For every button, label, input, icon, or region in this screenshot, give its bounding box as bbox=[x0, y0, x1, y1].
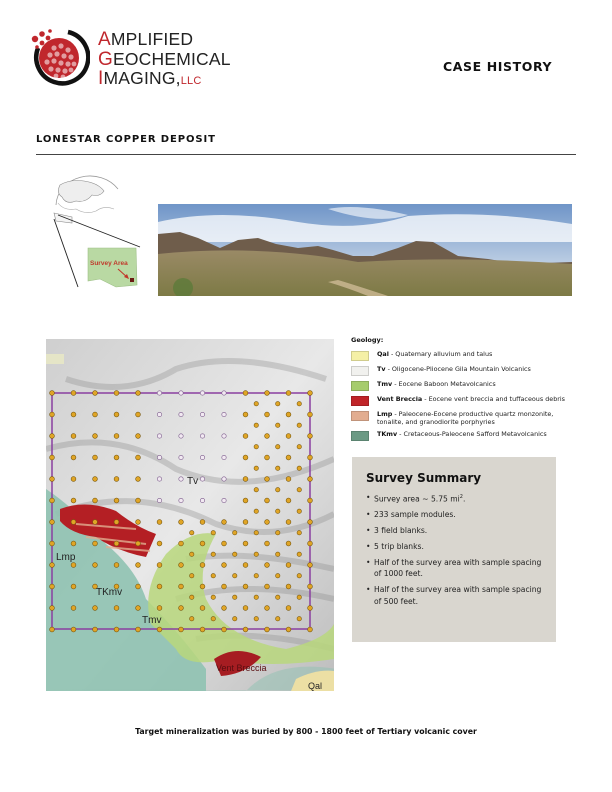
summary-list bbox=[366, 492, 551, 611]
legend-code: Qal bbox=[377, 350, 389, 358]
summary-text: Survey area ~ 5.75 mi bbox=[374, 494, 460, 504]
legend-desc: - Oligocene-Pliocene Gila Mountain Volcanics bbox=[385, 365, 531, 373]
panorama-photo bbox=[158, 204, 572, 296]
locator-map bbox=[38, 175, 158, 295]
superscript: 2 bbox=[459, 494, 463, 500]
globe-logo-icon bbox=[28, 26, 90, 88]
company-name bbox=[98, 30, 231, 91]
summary-item: • 3 field blanks. bbox=[366, 525, 551, 536]
legend-item-tkmv bbox=[351, 430, 581, 441]
legend-item-vent-breccia bbox=[351, 395, 581, 406]
swatch-tmv bbox=[351, 381, 369, 391]
swatch-qal bbox=[351, 351, 369, 361]
legend-item-lmp bbox=[351, 410, 581, 426]
geology-survey-map bbox=[46, 339, 334, 691]
title-divider bbox=[36, 154, 576, 155]
geology-legend bbox=[351, 336, 581, 445]
summary-item: • 233 sample modules. bbox=[366, 509, 551, 520]
globe-icon bbox=[54, 176, 118, 223]
logo-llc: LLC bbox=[180, 75, 202, 87]
legend-code: TKmv bbox=[377, 430, 398, 439]
survey-summary-box bbox=[352, 457, 556, 642]
caption: Target mineralization was buried by 800 - 1800 feet of Tertiary volcanic cover bbox=[135, 727, 477, 736]
map-label-tkmv: TKmv bbox=[96, 587, 123, 598]
logo-initial-a: A bbox=[98, 29, 111, 50]
summary-item bbox=[366, 492, 551, 505]
swatch-tkmv bbox=[351, 431, 369, 441]
company-logo bbox=[28, 24, 231, 90]
summary-item: • Half of the survey area with sample spacing of 500 feet. bbox=[366, 584, 551, 607]
legend-title: Geology: bbox=[351, 336, 384, 344]
legend-desc: - Eocene Baboon Metavolcanics bbox=[392, 380, 496, 388]
summary-title: Survey Summary bbox=[366, 471, 482, 485]
logo-word-geochemical: EOCHEMICAL bbox=[112, 48, 231, 69]
legend-item-tmv bbox=[351, 380, 581, 391]
legend-item-tv bbox=[351, 365, 581, 376]
legend-item-qal bbox=[351, 350, 581, 361]
arizona-state-shape bbox=[88, 248, 137, 287]
map-label-tmv: Tmv bbox=[142, 615, 162, 626]
legend-code: Vent Breccia bbox=[377, 395, 423, 403]
map-label-lmp: Lmp bbox=[56, 552, 76, 563]
page-title: LONESTAR COPPER DEPOSIT bbox=[36, 134, 216, 145]
logo-word-amplified: MPLIFIED bbox=[110, 29, 194, 49]
summary-item: • Half of the survey area with sample spacing of 1000 feet. bbox=[366, 557, 551, 580]
summary-suffix: . bbox=[462, 494, 466, 504]
legend-desc: - Quatemary alluvium and talus bbox=[388, 350, 493, 358]
swatch-tv bbox=[351, 366, 369, 376]
map-label-tv: Tv bbox=[187, 476, 199, 487]
document-type-heading: CASE HISTORY bbox=[443, 59, 553, 74]
legend-code: Tmv bbox=[377, 380, 393, 388]
legend-desc: - Cretaceous-Paleocene Safford Metavolcanics bbox=[397, 430, 547, 439]
legend-code: Lmp bbox=[377, 410, 393, 418]
map-label-vent-breccia: Vent Breccia bbox=[216, 663, 267, 673]
swatch-vent-breccia bbox=[351, 396, 369, 406]
logo-word-imaging: MAGING, bbox=[103, 68, 181, 88]
summary-item: • 5 trip blanks. bbox=[366, 541, 551, 552]
logo-initial-g: G bbox=[98, 48, 113, 70]
legend-desc: - Paleocene-Eocene productive quartz monzonite, tonalite, and granodiorite porphyries bbox=[377, 410, 554, 427]
legend-code: Tv bbox=[377, 365, 386, 373]
legend-desc: - Eocene vent breccia and tuffaceous debris bbox=[422, 395, 565, 403]
survey-area-label: Survey Area bbox=[90, 260, 128, 267]
map-label-qal: Qal bbox=[308, 681, 323, 691]
swatch-lmp bbox=[351, 411, 369, 421]
logo-initial-i: I bbox=[98, 68, 104, 89]
